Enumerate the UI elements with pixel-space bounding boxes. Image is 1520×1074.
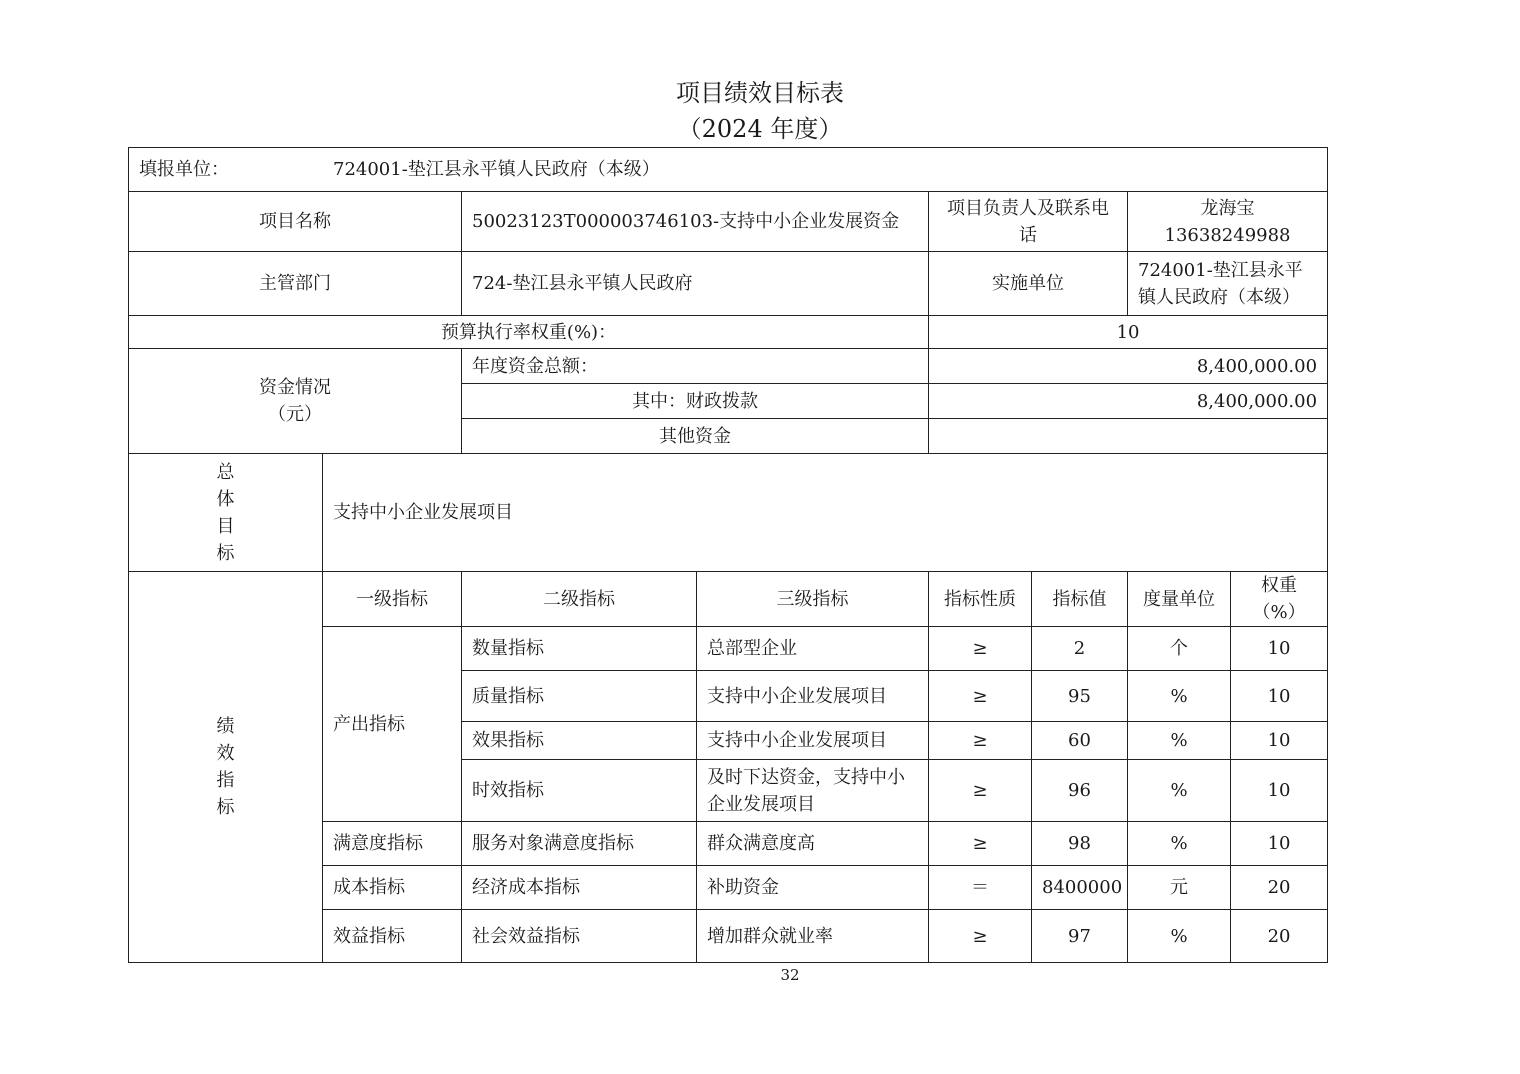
page-number: 32: [780, 966, 800, 984]
goal-label: [129, 454, 323, 572]
unit-cell: [129, 148, 1328, 192]
header-nature: 指标性质: [929, 572, 1032, 627]
project-name-value: 50023123T000003746103-支持中小企业发展资金: [462, 192, 929, 252]
weight-cell: 20: [1231, 866, 1328, 910]
performance-table: [128, 147, 1328, 963]
funds-label-cell: [129, 349, 462, 454]
other-funds-label: 其他资金: [462, 419, 929, 454]
level3-cell: 群众满意度高: [697, 822, 929, 866]
nature-cell: ≥: [929, 910, 1032, 963]
annual-total-label: 年度资金总额：: [462, 349, 929, 384]
unit-cell: %: [1128, 722, 1231, 760]
header-level1: 一级指标: [323, 572, 462, 627]
nature-cell: ≥: [929, 722, 1032, 760]
impl-value: 724001-垫江县永平镇人民政府（本级）: [1128, 252, 1328, 316]
level3-cell: 及时下达资金，支持中小企业发展项目: [697, 760, 929, 822]
level1-cell: 产出指标: [323, 627, 462, 822]
budget-weight-value: 10: [929, 316, 1328, 349]
value-cell: 60: [1032, 722, 1128, 760]
level2-cell: 社会效益指标: [462, 910, 697, 963]
level3-cell: 补助资金: [697, 866, 929, 910]
nature-cell: ≥: [929, 627, 1032, 671]
annual-total-value: 8,400,000.00: [929, 349, 1328, 384]
nature-cell: ＝: [929, 866, 1032, 910]
level2-cell: 质量指标: [462, 671, 697, 722]
level2-cell: 服务对象满意度指标: [462, 822, 697, 866]
unit-value: 724001-垫江县永平镇人民政府（本级）: [333, 159, 660, 180]
header-level3: 三级指标: [697, 572, 929, 627]
budget-weight-row: [129, 316, 1328, 349]
project-name-row: [129, 192, 1328, 252]
fiscal-label: 其中：财政拨款: [462, 384, 929, 419]
dept-value: 724-垫江县永平镇人民政府: [462, 252, 929, 316]
unit-row: [129, 148, 1328, 192]
page-subtitle: （2024 年度）: [677, 115, 843, 143]
value-cell: 95: [1032, 671, 1128, 722]
dept-label: 主管部门: [129, 252, 462, 316]
level2-cell: 时效指标: [462, 760, 697, 822]
weight-cell: 10: [1231, 822, 1328, 866]
unit-cell: %: [1128, 760, 1231, 822]
header-level2: 二级指标: [462, 572, 697, 627]
level1-cell: 效益指标: [323, 910, 462, 963]
unit-cell: 元: [1128, 866, 1231, 910]
level2-cell: 效果指标: [462, 722, 697, 760]
funds-unit: （元）: [268, 404, 322, 425]
header-unit: 度量单位: [1128, 572, 1231, 627]
contact-label: 项目负责人及联系电话: [929, 192, 1128, 252]
unit-cell: %: [1128, 671, 1231, 722]
level1-cell: 成本指标: [323, 866, 462, 910]
perf-label-char: 指: [216, 770, 235, 791]
impl-label: 实施单位: [929, 252, 1128, 316]
value-cell: 8400000: [1032, 866, 1128, 910]
nature-cell: ≥: [929, 822, 1032, 866]
level1-cell: 满意度指标: [323, 822, 462, 866]
dept-row: [129, 252, 1328, 316]
perf-label: [129, 572, 323, 963]
perf-label-char: 标: [216, 797, 235, 818]
funds-label: 资金情况: [259, 377, 331, 398]
other-funds-value: [929, 419, 1328, 454]
unit-cell: 个: [1128, 627, 1231, 671]
level3-cell: 总部型企业: [697, 627, 929, 671]
weight-cell: 10: [1231, 627, 1328, 671]
value-cell: 97: [1032, 910, 1128, 963]
header-value: 指标值: [1032, 572, 1128, 627]
perf-label-char: 效: [216, 743, 235, 764]
goal-label-char: 目: [216, 515, 235, 537]
value-cell: 98: [1032, 822, 1128, 866]
indicator-header-row: [129, 572, 1328, 627]
project-name-label: 项目名称: [129, 192, 462, 252]
nature-cell: ≥: [929, 671, 1032, 722]
header-weight: 权重（%）: [1231, 572, 1328, 627]
fiscal-value: 8,400,000.00: [929, 384, 1328, 419]
goal-row: [129, 454, 1328, 572]
weight-cell: 10: [1231, 671, 1328, 722]
level3-cell: 支持中小企业发展项目: [697, 722, 929, 760]
goal-label-char: 总: [216, 461, 235, 483]
level2-cell: 数量指标: [462, 627, 697, 671]
budget-weight-label: 预算执行率权重(%)：: [129, 316, 929, 349]
weight-cell: 10: [1231, 722, 1328, 760]
nature-cell: ≥: [929, 760, 1032, 822]
weight-cell: 20: [1231, 910, 1328, 963]
level3-cell: 支持中小企业发展项目: [697, 671, 929, 722]
unit-cell: %: [1128, 910, 1231, 963]
goal-label-char: 标: [216, 542, 235, 564]
value-cell: 96: [1032, 760, 1128, 822]
level3-cell: 增加群众就业率: [697, 910, 929, 963]
unit-cell: %: [1128, 822, 1231, 866]
goal-value: 支持中小企业发展项目: [323, 454, 1328, 572]
page-title: 项目绩效目标表: [676, 79, 844, 107]
value-cell: 2: [1032, 627, 1128, 671]
level2-cell: 经济成本指标: [462, 866, 697, 910]
funds-total-row: [129, 349, 1328, 384]
perf-label-char: 绩: [216, 716, 235, 737]
weight-cell: 10: [1231, 760, 1328, 822]
goal-label-char: 体: [216, 488, 235, 510]
contact-value: 龙海宝 13638249988: [1128, 192, 1328, 252]
unit-label: 填报单位：: [139, 159, 229, 180]
